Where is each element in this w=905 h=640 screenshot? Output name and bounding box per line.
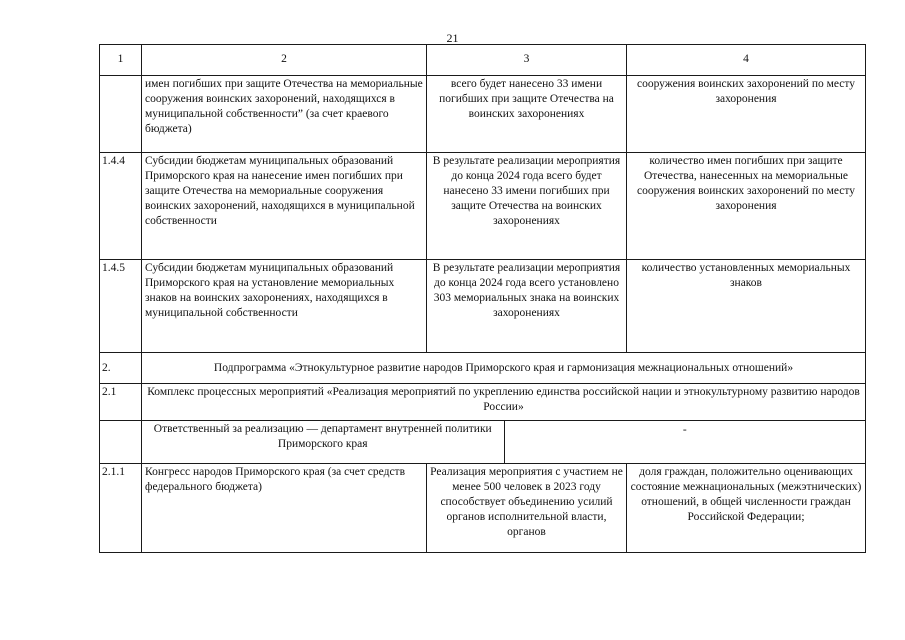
page-number: 21	[446, 31, 459, 45]
indicator: сооружения воинских захоронений по месту захоронения	[627, 76, 866, 153]
program-table	[99, 44, 866, 553]
responsible-inner	[142, 421, 865, 463]
measure-name: Субсидии бюджетам муниципальных образований Приморского края на установление мемориальных знаков на воинских захоронениях, находящихся в муниципальной собственности	[142, 260, 427, 353]
indicator: количество установленных мемориальных знаков	[627, 260, 866, 353]
column-header-1: 1	[100, 45, 142, 76]
complex-title: Комплекс процессных мероприятий «Реализация мероприятий по укреплению единства российской нации и этнокультурному развитию народов России»	[142, 384, 866, 421]
table-row	[100, 260, 866, 353]
subprogram-number: 2.	[100, 353, 142, 384]
responsible-text: Ответственный за реализацию — департамент внутренней политики Приморского края	[153, 423, 492, 450]
indicator: количество имен погибших при защите Отечества, нанесенных на мемориальные сооружения воинских захоронений по месту захоронения	[627, 153, 866, 260]
column-header-3: 3	[427, 45, 627, 76]
row-number: 1.4.4	[100, 153, 142, 260]
measure-name: имен погибших при защите Отечества на мемориальные сооружения воинских захоронений, находящихся в муниципальной собственности” (за счет краевого бюджета)	[142, 76, 427, 153]
responsible-cell	[142, 421, 866, 464]
complex-number: 2.1	[100, 384, 142, 421]
column-header-2: 2	[142, 45, 427, 76]
expected-result: Реализация мероприятия с участием не менее 500 человек в 2023 году способствует объединению усилий органов исполнительной власти, органов	[427, 464, 627, 553]
expected-result: В результате реализации мероприятия до конца 2024 года всего установлено 303 мемориальных знака на воинских захоронениях	[427, 260, 627, 353]
responsible-value: -	[504, 421, 865, 463]
table-row	[100, 153, 866, 260]
responsible-row	[100, 421, 866, 464]
expected-result: В результате реализации мероприятия до конца 2024 года всего будет нанесено 33 имени погибших при защите Отечества на воинских захоронениях	[427, 153, 627, 260]
measure-name: Конгресс народов Приморского края (за счет средств федерального бюджета)	[142, 464, 427, 553]
indicator: доля граждан, положительно оценивающих состояние межнациональных (межэтнических) отношений, в общей численности граждан Российской Федерации;	[627, 464, 866, 553]
table-row	[100, 76, 866, 153]
subprogram-row	[100, 353, 866, 384]
row-number: 1.4.5	[100, 260, 142, 353]
table-row	[100, 464, 866, 553]
subprogram-title: Подпрограмма «Этнокультурное развитие народов Приморского края и гармонизация межнациональных отношений»	[142, 353, 866, 384]
measure-name: Субсидии бюджетам муниципальных образований Приморского края на нанесение имен погибших при защите Отечества на мемориальные сооружения воинских захоронений, находящихся в муниципальной собственности	[142, 153, 427, 260]
empty-number-cell	[100, 421, 142, 464]
complex-row	[100, 384, 866, 421]
column-header-row	[100, 45, 866, 76]
expected-result: всего будет нанесено 33 имени погибших при защите Отечества на воинских захоронениях	[427, 76, 627, 153]
row-number	[100, 76, 142, 153]
column-header-4: 4	[627, 45, 866, 76]
row-number: 2.1.1	[100, 464, 142, 553]
